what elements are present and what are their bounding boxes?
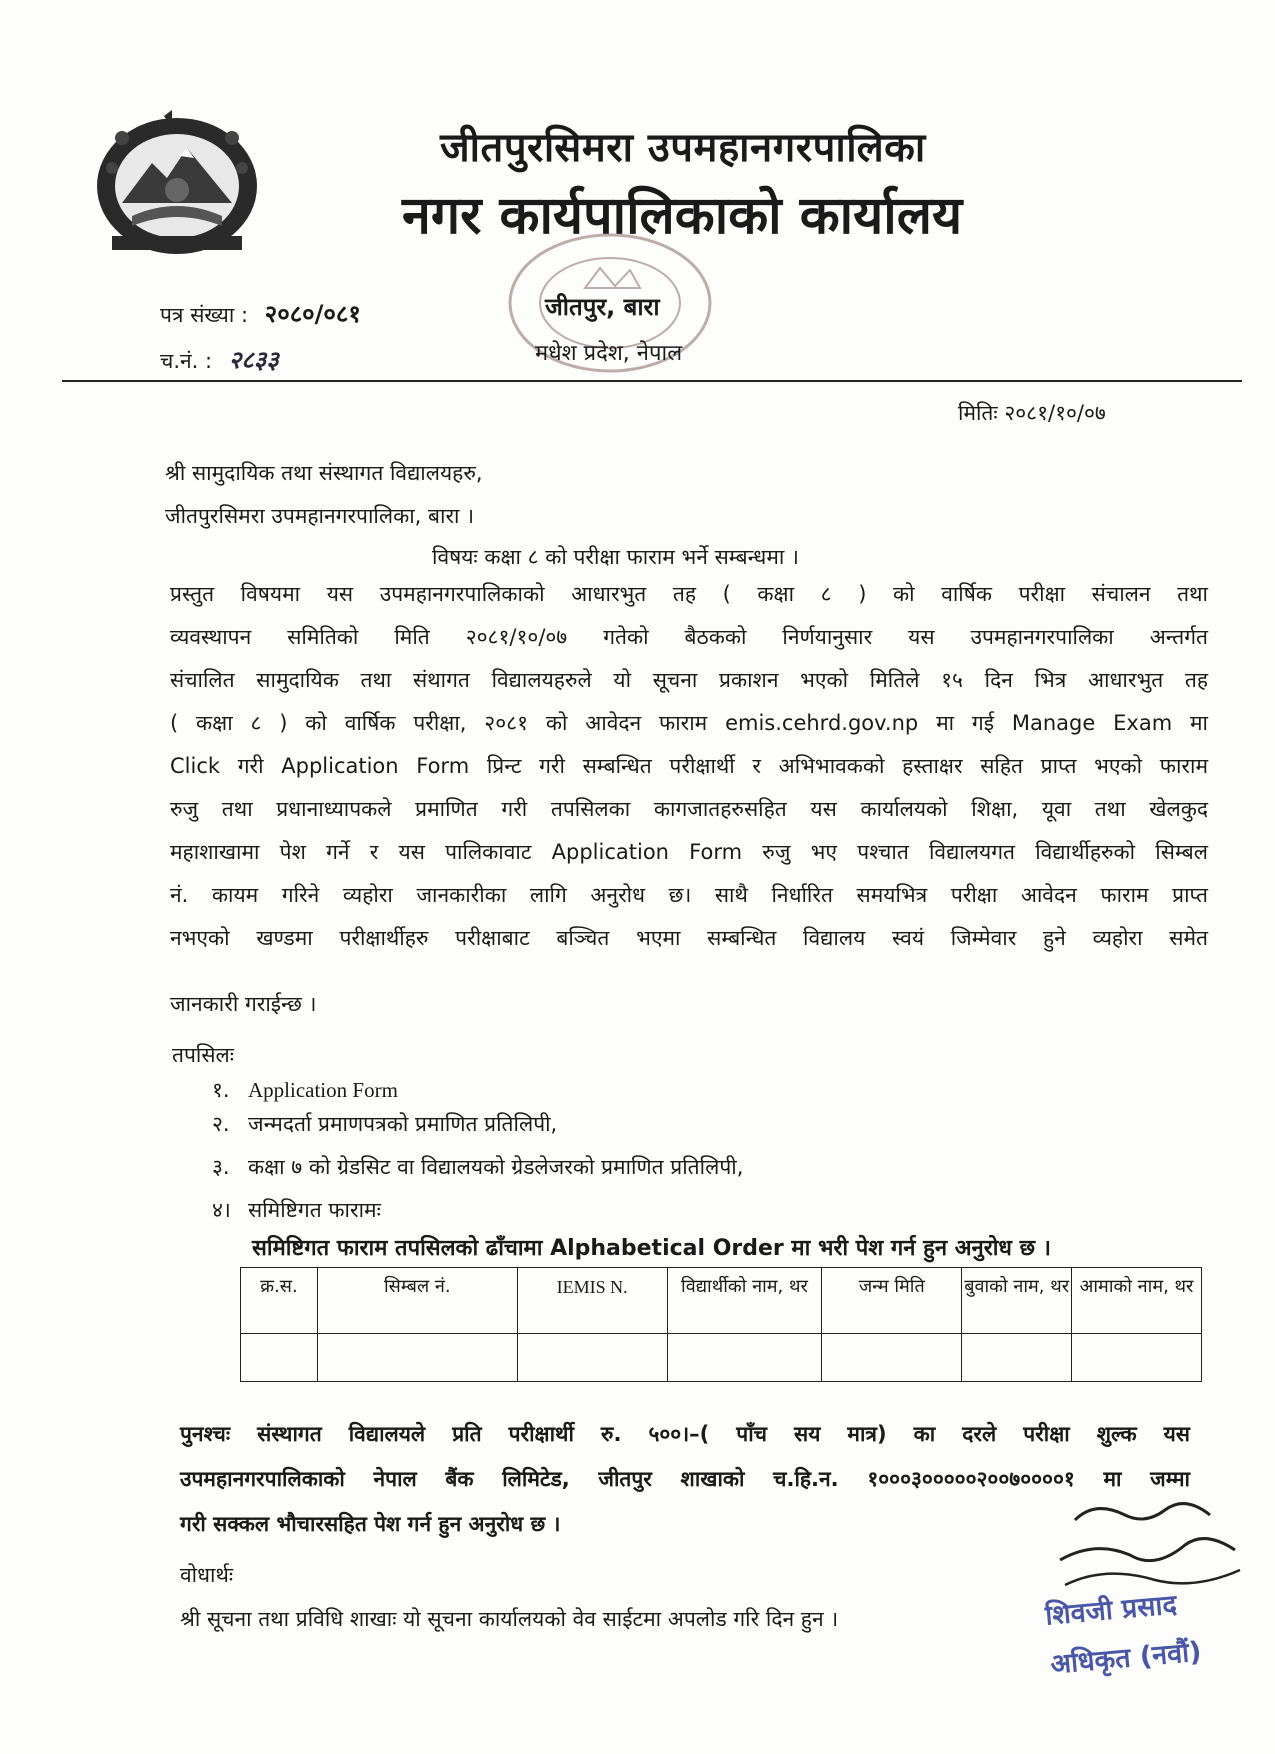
list-item-text: Application Form — [248, 1078, 398, 1102]
body-line: नभएको खण्डमा परीक्षार्थीहरु परीक्षाबाट बञ्चित भएमा सम्बन्धित विद्यालय स्वयं जिम्मेवार हुने व्यहोरा समेत — [170, 926, 1208, 950]
body-line: संचालित सामुदायिक तथा संथागत विद्यालयहरुले यो सूचना प्रकाशन भएको मितिले १५ दिन भित्र आधारभुत तह — [170, 668, 1208, 692]
table-caption: समिष्टिगत फाराम तपसिलको ढाँचामा Alphabetical Order मा भरी पेश गर्न हुन अनुरोध छ । — [252, 1236, 1052, 1261]
body-line: महाशाखामा पेश गर्ने र यस पालिकावाट Application Form रुजु भए पश्चात विद्यालयगत विद्यार्थीहरुको सिम्बल — [170, 840, 1208, 864]
postscript-line: पुनश्चः संस्थागत विद्यालयले प्रति परीक्षार्थी रु. ५००।–( पाँच सय मात्र) का दरले परीक्षा शुल्क यस — [180, 1422, 1190, 1446]
table-cell — [667, 1334, 822, 1382]
recipient-line-2: जीतपुरसिमरा उपमहानगरपालिका, बारा । — [165, 504, 475, 528]
nepal-emblem-icon — [92, 108, 262, 258]
body-line: नं. कायम गरिने व्यहोरा जानकारीका लागि अनुरोध छ। साथै निर्धारित समयभित्र परीक्षा आवेदन फाराम प्राप्त — [170, 883, 1208, 907]
list-item — [212, 1110, 557, 1138]
letter-number-value: २०८०/०८१ — [264, 300, 361, 328]
body-line: व्यवस्थापन समितिको मिति २०८१/१०/०७ गतेको बैठकको निर्णयानुसार यस उपमहानगरपालिका अन्तर्गत — [170, 625, 1208, 649]
table-header-cell: क्र.स. — [241, 1268, 318, 1334]
table-header-cell: सिम्बल नं. — [317, 1268, 517, 1334]
list-item-number: १. — [212, 1078, 230, 1102]
postscript-line: गरी सक्कल भौचारसहित पेश गर्न हुन अनुरोध छ । — [180, 1512, 561, 1536]
table-header-cell: IEMIS N. — [517, 1268, 667, 1334]
table-cell — [317, 1334, 517, 1382]
signatory-title: अधिकृत (नवौं) — [1049, 1636, 1203, 1681]
letter-number-label: पत्र संख्या : — [160, 303, 249, 327]
address-province: मधेश प्रदेश, नेपाल — [535, 341, 683, 366]
body-line: प्रस्तुत विषयमा यस उपमहानगरपालिकाको आधारभुत तह ( कक्षा ८ ) को वार्षिक परीक्षा संचालन तथा — [170, 582, 1208, 606]
list-item — [212, 1196, 381, 1224]
signatory-name: शिवजी प्रसाद — [1044, 1589, 1179, 1632]
table-cell — [517, 1334, 667, 1382]
body-line: रुजु तथा प्रधानाध्यापकले प्रमाणित गरी तपसिलका कागजातहरुसहित यस कार्यालयको शिक्षा, यूवा तथा खेलकुद — [170, 797, 1208, 821]
subject-line: विषयः कक्षा ८ को परीक्षा फाराम भर्ने सम्बन्धमा । — [432, 545, 799, 569]
dispatch-number — [160, 343, 279, 376]
list-item-number: ३. — [212, 1155, 230, 1179]
body-line: जानकारी गराईन्छ । — [170, 992, 317, 1016]
office-name: नगर कार्यपालिकाको कार्यालय — [402, 186, 963, 246]
letter-number — [160, 297, 361, 330]
postscript-line: उपमहानगरपालिकाको नेपाल बैंक लिमिटेड, जीतपुर शाखाको च.हि.न. १०००३०००००२००७००००१ मा जम्मा — [180, 1467, 1190, 1491]
table-header-cell: जन्म मिति — [822, 1268, 962, 1334]
recipient-line-1: श्री सामुदायिक तथा संस्थागत विद्यालयहरु, — [165, 461, 483, 485]
list-item-text: समिष्टिगत फारामः — [248, 1198, 381, 1222]
list-item-text: जन्मदर्ता प्रमाणपत्रको प्रमाणित प्रतिलिपी, — [248, 1112, 558, 1136]
cc-label: वोधार्थः — [180, 1563, 234, 1587]
cc-line: श्री सूचना तथा प्रविधि शाखाः यो सूचना कार्यालयको वेव साईटमा अपलोड गरि दिन हुन । — [180, 1607, 839, 1631]
body-line: ( कक्षा ८ ) को वार्षिक परीक्षा, २०८१ को आवेदन फाराम emis.cehrd.gov.np मा गई Manage Exam मा — [170, 711, 1208, 735]
table-cell — [822, 1334, 962, 1382]
table-header-cell: बुवाको नाम, थर — [962, 1268, 1072, 1334]
table-header-cell: आमाको नाम, थर — [1072, 1268, 1202, 1334]
dispatch-number-label: च.नं. : — [160, 349, 213, 373]
annex-label: तपसिलः — [172, 1043, 235, 1067]
body-line: Click गरी Application Form प्रिन्ट गरी सम्बन्धित परीक्षार्थी र अभिभावकको हस्ताक्षर सहित प्राप्त भएको फाराम — [170, 754, 1208, 778]
municipality-name: जीतपुरसिमरा उपमहानगरपालिका — [440, 125, 926, 171]
table-cell — [241, 1334, 318, 1382]
dispatch-number-value: २८३३ — [228, 345, 279, 374]
address-city: जीतपुर, बारा — [545, 293, 660, 321]
table-row — [241, 1334, 1202, 1382]
table-cell — [962, 1334, 1072, 1382]
list-item — [212, 1153, 743, 1181]
letter-date: मितिः २०८१/१०/०७ — [958, 401, 1106, 425]
list-item-text: कक्षा ७ को ग्रेडसिट वा विद्यालयको ग्रेडलेजरको प्रमाणित प्रतिलिपी, — [248, 1155, 744, 1179]
list-item-number: ४। — [212, 1198, 231, 1222]
list-item-number: २. — [212, 1112, 230, 1136]
header-divider — [62, 380, 1242, 382]
table-header-cell: विद्यार्थीको नाम, थर — [667, 1268, 822, 1334]
table-header-row — [241, 1268, 1202, 1334]
student-form-table — [240, 1267, 1202, 1382]
list-item — [212, 1076, 398, 1104]
table-cell — [1072, 1334, 1202, 1382]
